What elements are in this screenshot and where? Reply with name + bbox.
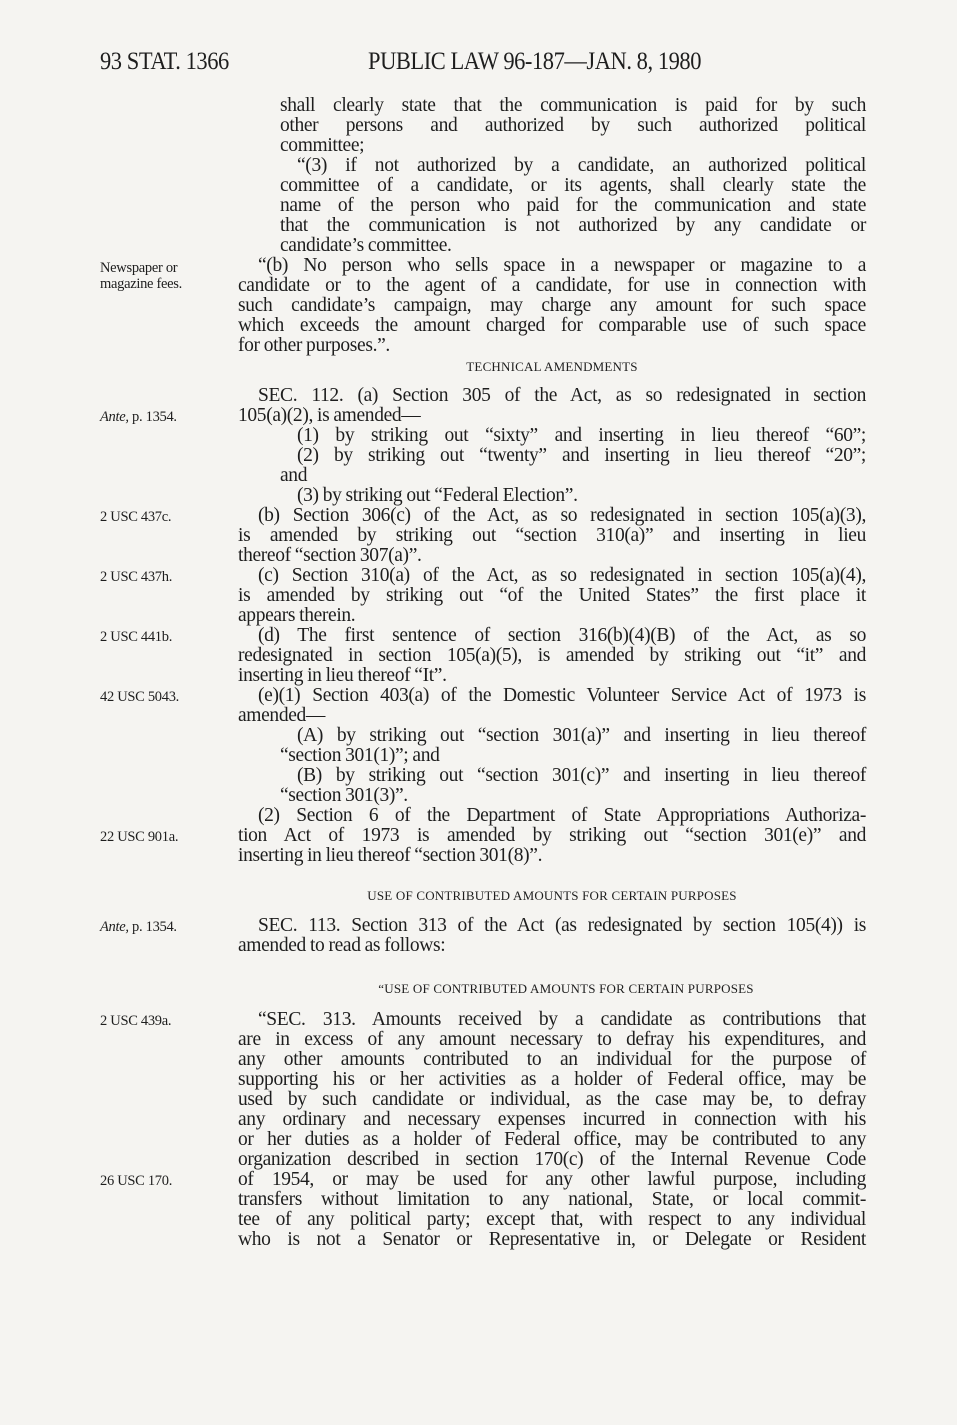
text-line: amended— — [238, 705, 326, 726]
margin-citation-line: magazine fees. — [100, 276, 182, 292]
text-line: name of the person who paid for the communication and state — [280, 195, 866, 216]
text-line: shall clearly state that the communication is paid for by such — [280, 95, 866, 116]
text-line: used by such candidate or individual, as the case may be, to defray — [238, 1089, 866, 1110]
margin-citation — [100, 1013, 171, 1029]
text-line: are in excess of any amount necessary to defray his expenditures, and — [238, 1029, 866, 1050]
text-line: tion Act of 1973 is amended by striking out “section 301(e)” and — [238, 825, 866, 846]
text-line: 105(a)(2), is amended— — [238, 405, 421, 426]
text-line: transfers without limitation to any national, State, or local commit- — [238, 1189, 866, 1210]
text-line: (e)(1) Section 403(a) of the Domestic Volunteer Service Act of 1973 is — [258, 685, 866, 706]
text-line: which exceeds the amount charged for comparable use of such space — [238, 315, 866, 336]
text-line: “SEC. 313. Amounts received by a candidate as contributions that — [258, 1009, 866, 1030]
text-line: (B) by striking out “section 301(c)” and inserting in lieu thereof — [297, 765, 866, 786]
margin-citation — [100, 829, 178, 845]
text-line: redesignated in section 105(a)(5), is amended by striking out “it” and — [238, 645, 866, 666]
text-line: “section 301(3)”. — [280, 785, 408, 806]
margin-citation-line: Newspaper or — [100, 260, 178, 276]
section-heading: TECHNICAL AMENDMENTS — [466, 359, 638, 374]
text-line: (3) by striking out “Federal Election”. — [297, 485, 578, 506]
text-line: inserting in lieu thereof “section 301(8)”. — [238, 845, 543, 866]
text-line: any ordinary and necessary expenses incurred in connection with his — [238, 1109, 866, 1130]
text-line: any other amounts contributed to an individual for the purpose of — [238, 1049, 866, 1070]
stat-page-number: 93 STAT. 1366 — [100, 48, 229, 75]
text-line: “(3) if not authorized by a candidate, an authorized political — [297, 155, 866, 176]
margin-citation-line: 2 USC 439a. — [100, 1013, 172, 1029]
text-line: is amended by striking out “section 310(a)” and inserting in lieu — [238, 525, 866, 546]
text-line: (2) by striking out “twenty” and inserting in lieu thereof “20”; — [297, 445, 866, 466]
text-line: supporting his or her activities as a holder of Federal office, may be — [238, 1069, 866, 1090]
text-line: tee of any political party; except that, with respect to any individual — [238, 1209, 866, 1230]
text-line: (b) Section 306(c) of the Act, as so redesignated in section 105(a)(3), — [258, 505, 866, 526]
text-line: appears therein. — [238, 605, 356, 626]
margin-citation-page: p. 1354. — [128, 409, 177, 425]
text-line: SEC. 112. (a) Section 305 of the Act, as so redesignated in section — [258, 385, 866, 406]
text-line: thereof “section 307(a)”. — [238, 545, 422, 566]
margin-citation-line: 26 USC 170. — [100, 1173, 173, 1189]
text-line: (1) by striking out “sixty” and inserting in lieu thereof “60”; — [297, 425, 866, 446]
margin-citation-line: 22 USC 901a. — [100, 829, 179, 845]
margin-citation-italic: Ante, — [100, 409, 129, 425]
section-heading: “USE OF CONTRIBUTED AMOUNTS FOR CERTAIN PURPOSES — [378, 981, 754, 996]
text-line: for other purposes.”. — [238, 335, 390, 356]
text-line: (A) by striking out “section 301(a)” and inserting in lieu thereof — [297, 725, 866, 746]
text-line: “section 301(1)”; and — [280, 745, 440, 766]
margin-citation — [100, 919, 177, 935]
margin-citation — [100, 689, 179, 705]
text-line: committee; — [280, 135, 365, 156]
text-line: (d) The first sentence of section 316(b)(4)(B) of the Act, as so — [258, 625, 866, 646]
margin-citation-line: 2 USC 437h. — [100, 569, 173, 585]
text-line: or her duties as a holder of Federal office, may be contributed to any — [238, 1129, 866, 1150]
text-line: candidate’s committee. — [280, 235, 452, 256]
text-line: (2) Section 6 of the Department of State Appropriations Authoriza- — [258, 805, 866, 826]
margin-citation — [100, 569, 172, 585]
text-line: amended to read as follows: — [238, 935, 446, 956]
text-line: organization described in section 170(c) of the Internal Revenue Code — [238, 1149, 866, 1170]
text-line: (c) Section 310(a) of the Act, as so redesignated in section 105(a)(4), — [258, 565, 866, 586]
text-line: “(b) No person who sells space in a newspaper or magazine to a — [258, 255, 866, 276]
text-line: inserting in lieu thereof “It”. — [238, 665, 447, 686]
margin-citation — [100, 409, 177, 425]
section-heading: USE OF CONTRIBUTED AMOUNTS FOR CERTAIN PURPOSES — [367, 888, 737, 903]
margin-citation-italic: Ante, — [100, 919, 129, 935]
text-line: of 1954, or may be used for any other lawful purpose, including — [238, 1169, 866, 1190]
text-line: other persons and authorized by such authorized political — [280, 115, 866, 136]
margin-citation — [100, 260, 182, 292]
text-line: SEC. 113. Section 313 of the Act (as redesignated by section 105(4)) is — [258, 915, 866, 936]
text-line: committee of a candidate, or its agents, shall clearly state the — [280, 175, 866, 196]
text-line: candidate or to the agent of a candidate, for use in connection with — [238, 275, 866, 296]
margin-citation-line: 42 USC 5043. — [100, 689, 179, 705]
text-line: who is not a Senator or Representative in, or Delegate or Resident — [238, 1229, 866, 1250]
text-line: and — [280, 465, 308, 486]
page-title: PUBLIC LAW 96-187—JAN. 8, 1980 — [368, 48, 702, 75]
margin-citation — [100, 509, 171, 525]
margin-citation-line: 2 USC 441b. — [100, 629, 173, 645]
text-line: is amended by striking out “of the United States” the first place it — [238, 585, 866, 606]
margin-citation — [100, 629, 172, 645]
margin-citation-page: p. 1354. — [128, 919, 177, 935]
text-line: that the communication is not authorized by any candidate or — [280, 215, 866, 236]
margin-citation-line: 2 USC 437c. — [100, 509, 172, 525]
margin-citation — [100, 1173, 172, 1189]
text-line: such candidate’s campaign, may charge any amount for such space — [238, 295, 866, 316]
